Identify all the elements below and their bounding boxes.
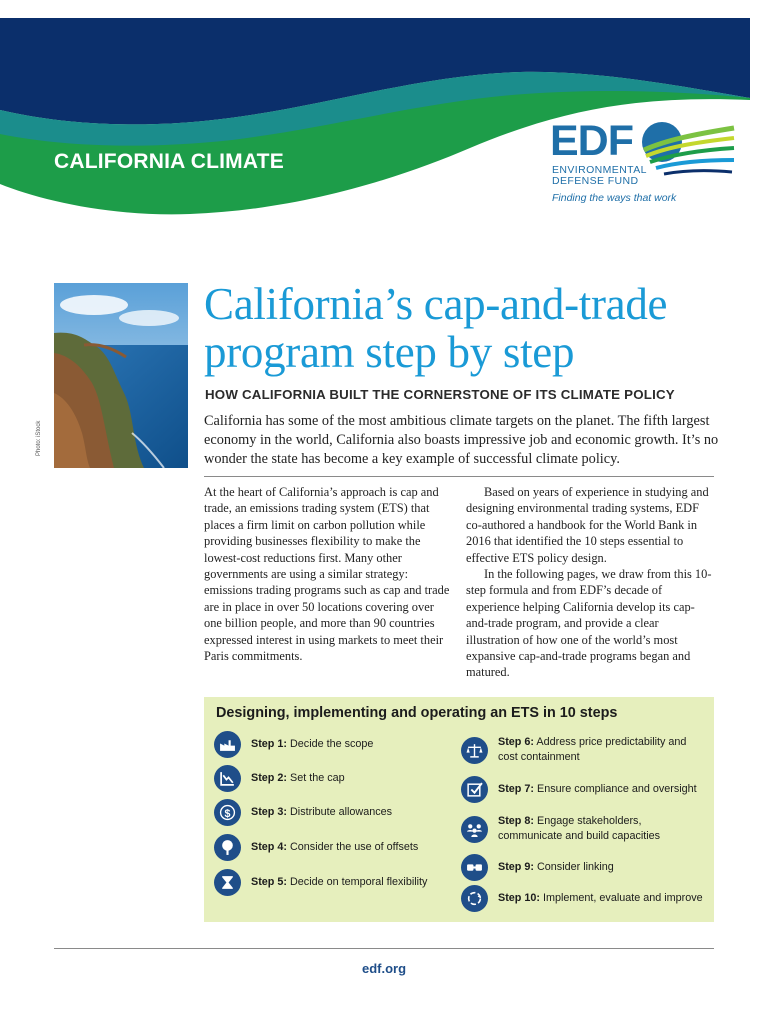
logo-wordmark: EDF: [550, 117, 633, 165]
edf-logo: [550, 117, 750, 206]
step-8: [461, 814, 660, 844]
step-8-text-2: communicate and build capacities: [498, 830, 661, 842]
step-3-label: Step 3:: [251, 806, 287, 818]
body-column-right: [466, 484, 714, 681]
step-5-text: Decide on temporal flexibility: [290, 876, 428, 888]
logo-line1: ENVIRONMENTAL: [552, 164, 647, 176]
step-10-label: Step 10:: [498, 892, 541, 904]
step-6-text: Address price predictability and: [536, 736, 687, 748]
right-paragraph-1: Based on years of experience in studying and designing environmental trading systems, EDF co-authored a handbook for the World Bank in 2016 that identified the 10 steps essential to effective ETS policy design.: [466, 485, 709, 565]
cycle-icon: [461, 885, 488, 912]
title-line-1: California’s cap-and-trade: [204, 279, 668, 329]
step-8-text: Engage stakeholders,: [537, 815, 642, 827]
page-subtitle: HOW CALIFORNIA BUILT THE CORNERSTONE OF ITS CLIMATE POLICY: [205, 387, 675, 402]
left-paragraph: At the heart of California’s approach is cap and trade, an emissions trading system (ETS) that places a firm limit on carbon pollution while providing businesses flexibility to make the lowest-cost reductions first. Many other governments are using a similar strategy: emissions trading programs such as cap and trade are in place in over 50 locations covering over one billion people, and more than 90 countries expressed interest in using markets to meet their Paris commitments.: [204, 485, 450, 664]
svg-text:$: $: [224, 807, 231, 820]
step-7-label: Step 7:: [498, 783, 534, 795]
right-paragraph-2: In the following pages, we draw from this 10-step formula and from EDF’s decade of experience helping California develop its cap-and-trade program, and provide a clear illustration of how one of the world’s most expansive cap-and-trade programs began and matured.: [466, 567, 712, 680]
intro-paragraph: California has some of the most ambitious climate targets on the planet. The fifth largest economy in the world, California also boasts impressive job and economic growth. It’s no wonder the state has become a key example of successful climate policy.: [204, 413, 719, 467]
step-5: [214, 869, 427, 896]
step-2: [214, 765, 345, 792]
step-4: [214, 834, 418, 861]
step-7-text: Ensure compliance and oversight: [537, 783, 697, 795]
footer-url-link[interactable]: edf.org: [361, 961, 407, 976]
step-4-label: Step 4:: [251, 841, 287, 853]
coastline-photo: [54, 283, 188, 468]
step-6: [461, 735, 686, 765]
step-10: [461, 885, 703, 912]
step-3: [214, 799, 392, 826]
logo-line2: DEFENSE FUND: [552, 175, 639, 187]
factory-icon: [214, 731, 241, 758]
link-icon: [461, 854, 488, 881]
body-column-left: [204, 484, 452, 664]
steps-title: Designing, implementing and operating an ETS in 10 steps: [216, 705, 618, 721]
declining-chart-icon: [214, 765, 241, 792]
steps-box: [204, 697, 714, 922]
step-10-text: Implement, evaluate and improve: [543, 892, 703, 904]
dollar-icon: [214, 799, 241, 826]
step-5-label: Step 5:: [251, 876, 287, 888]
tree-icon: [214, 834, 241, 861]
divider-top: [204, 476, 714, 477]
step-8-label: Step 8:: [498, 815, 534, 827]
step-3-text: Distribute allowances: [290, 806, 393, 818]
photo-credit: Photo: iStock: [36, 420, 42, 456]
step-1-text: Decide the scope: [290, 738, 374, 750]
step-9-text: Consider linking: [537, 861, 614, 873]
hourglass-icon: [214, 869, 241, 896]
section-label: CALIFORNIA CLIMATE: [54, 150, 284, 173]
scales-icon: [461, 737, 488, 764]
step-9-label: Step 9:: [498, 861, 534, 873]
step-2-text: Set the cap: [290, 772, 345, 784]
people-icon: [461, 816, 488, 843]
title-line-2: program step by step: [204, 327, 575, 377]
step-1: [214, 731, 373, 758]
footer-divider: [54, 948, 714, 949]
step-1-label: Step 1:: [251, 738, 287, 750]
step-2-label: Step 2:: [251, 772, 287, 784]
page-title: [204, 280, 744, 376]
logo-globe-icon: [636, 120, 736, 182]
step-4-text: Consider the use of offsets: [290, 841, 419, 853]
logo-tagline: Finding the ways that work: [552, 192, 677, 204]
checkbox-icon: [461, 776, 488, 803]
step-9: [461, 854, 614, 881]
step-6-text-2: cost containment: [498, 751, 580, 763]
step-6-label: Step 6:: [498, 736, 534, 748]
step-7: [461, 776, 697, 803]
